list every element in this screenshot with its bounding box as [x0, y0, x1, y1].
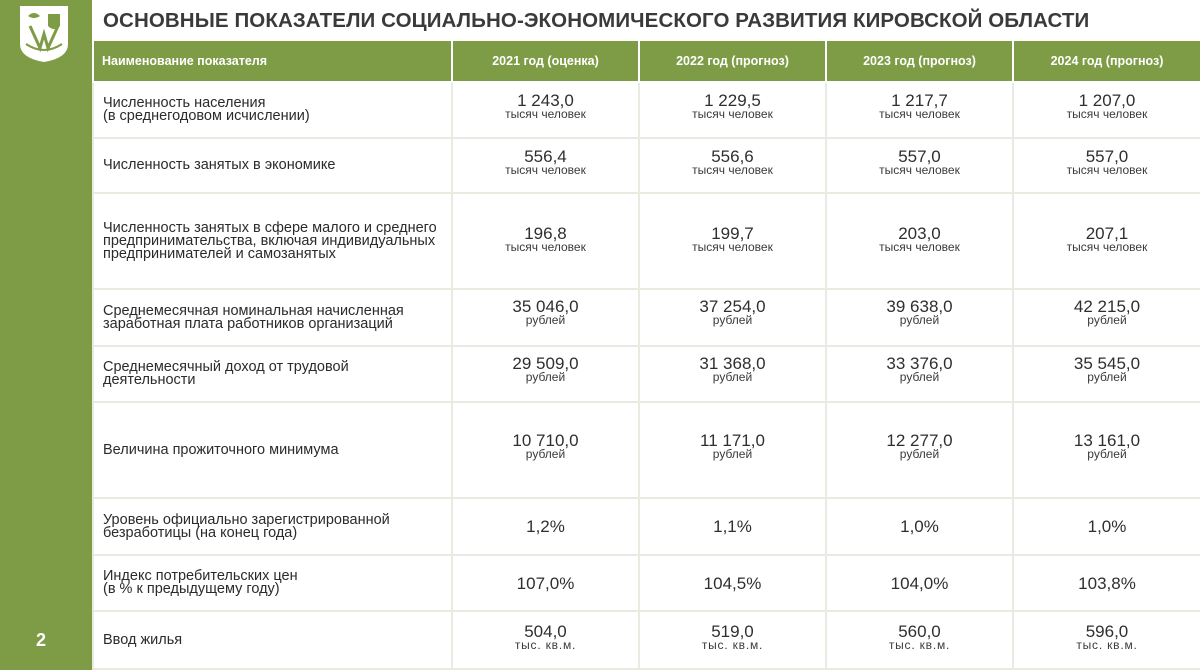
table-row-population [93, 82, 1200, 138]
page-number: 2 [35, 630, 46, 650]
value-cell [639, 289, 826, 346]
header-indicator-name: Наименование показателя [93, 41, 452, 82]
value-cell [452, 289, 639, 346]
value-unit: рублей [1087, 313, 1127, 327]
indicators-table [92, 41, 1200, 670]
value-number: 203,0 [898, 224, 941, 243]
value-unit: тыс. кв.м. [888, 638, 951, 652]
value-number: 596,0 [1085, 622, 1129, 641]
header-2022: 2022 год (прогноз) [639, 41, 826, 82]
table-row-unemployment-rate [93, 498, 1200, 555]
value-number: 104,0% [890, 573, 949, 593]
value-cell [1013, 555, 1200, 611]
value-number: 103,8% [1078, 573, 1136, 593]
header-2021: 2021 год (оценка) [452, 41, 639, 82]
value-cell [1013, 193, 1200, 289]
value-unit: рублей [712, 447, 753, 461]
value-number: 11 171,0 [700, 431, 765, 450]
value-unit: тыс. кв.м. [701, 638, 764, 652]
value-cell [1013, 611, 1200, 669]
value-unit: тысяч человек [1066, 240, 1148, 254]
value-unit: рублей [525, 313, 566, 327]
value-unit: тысяч человек [505, 163, 586, 177]
value-unit: тысяч человек [505, 240, 586, 254]
value-number: 1,0% [900, 517, 939, 536]
value-unit: рублей [899, 447, 940, 461]
value-unit: тысяч человек [505, 107, 586, 121]
table-row-sme-employed [93, 193, 1200, 289]
value-number: 207,1 [1085, 224, 1129, 243]
value-number: 35 545,0 [1073, 354, 1141, 373]
value-unit: тысяч человек [692, 107, 773, 121]
value-number: 1,2% [526, 517, 565, 536]
value-number: 557,0 [1085, 147, 1129, 166]
value-number: 504,0 [524, 622, 567, 641]
value-unit: тысяч человек [879, 107, 960, 121]
slide-title: ОСНОВНЫЕ ПОКАЗАТЕЛИ СОЦИАЛЬНО-ЭКОНОМИЧЕСКОГО РАЗВИТИЯ КИРОВСКОЙ ОБЛАСТИ [103, 9, 1090, 32]
value-cell [826, 611, 1013, 669]
value-unit: тысяч человек [1066, 163, 1148, 177]
value-cell [639, 498, 826, 555]
value-cell [826, 498, 1013, 555]
table-row-labor-income [93, 346, 1200, 402]
sidebar-accent-bar [0, 0, 92, 670]
value-number: 1 229,5 [704, 91, 761, 110]
indicator-label: Величина прожиточного минимума [93, 402, 452, 498]
value-number: 13 161,0 [1073, 431, 1141, 450]
value-cell [639, 82, 826, 138]
value-cell [639, 611, 826, 669]
value-number: 29 509,0 [512, 354, 579, 373]
table-row-employed [93, 138, 1200, 193]
value-cell [639, 346, 826, 402]
value-unit: рублей [712, 313, 753, 327]
value-cell [1013, 402, 1200, 498]
value-unit: тысяч человек [879, 163, 960, 177]
value-cell [1013, 346, 1200, 402]
value-cell [826, 555, 1013, 611]
value-number: 31 368,0 [699, 354, 766, 373]
value-unit: тысяч человек [692, 163, 773, 177]
value-cell [452, 402, 639, 498]
value-number: 1,0% [1087, 517, 1127, 536]
header-2024: 2024 год (прогноз) [1013, 41, 1200, 82]
value-unit: рублей [525, 447, 566, 461]
value-cell [452, 82, 639, 138]
value-cell [826, 138, 1013, 193]
value-unit: тысяч человек [692, 240, 773, 254]
value-cell [639, 402, 826, 498]
value-unit: тыс. кв.м. [1076, 638, 1138, 652]
value-cell [826, 346, 1013, 402]
indicator-label: Среднемесячная номинальная начисленная заработная плата работников организаций [93, 289, 452, 346]
value-number: 35 046,0 [512, 297, 579, 316]
value-cell [452, 193, 639, 289]
table-row-subsistence-minimum [93, 402, 1200, 498]
table-header-row [93, 41, 1200, 82]
value-number: 556,6 [711, 147, 754, 166]
value-cell [639, 138, 826, 193]
value-number: 10 710,0 [512, 431, 579, 450]
value-number: 42 215,0 [1073, 297, 1141, 316]
indicator-label: Численность занятых в сфере малого и среднего предпринимательства, включая индивидуальных предпринимателей и самозанятых [93, 193, 452, 289]
value-cell [452, 611, 639, 669]
value-number: 104,5% [703, 573, 762, 593]
value-cell [1013, 289, 1200, 346]
value-unit: тыс. кв.м. [514, 638, 577, 652]
value-cell [826, 289, 1013, 346]
value-number: 1,1% [713, 517, 752, 536]
value-number: 196,8 [524, 224, 567, 243]
value-unit: рублей [712, 370, 753, 384]
value-unit: рублей [525, 370, 566, 384]
value-number: 557,0 [898, 147, 941, 166]
value-unit: рублей [899, 370, 940, 384]
value-cell [1013, 498, 1200, 555]
kirov-region-crest-icon [18, 4, 70, 64]
table-row-nominal-wage [93, 289, 1200, 346]
indicator-label: Уровень официально зарегистрированной безработицы (на конец года) [93, 498, 452, 555]
value-cell [452, 138, 639, 193]
value-unit: рублей [899, 313, 940, 327]
value-cell [826, 82, 1013, 138]
value-number: 39 638,0 [886, 297, 953, 316]
value-number: 33 376,0 [886, 354, 953, 373]
value-number: 37 254,0 [699, 297, 766, 316]
value-number: 107,0% [516, 573, 575, 593]
value-cell [452, 346, 639, 402]
value-cell [826, 402, 1013, 498]
value-number: 12 277,0 [886, 431, 953, 450]
indicator-label: Среднемесячный доход от трудовой деятельности [93, 346, 452, 402]
value-unit: тысяч человек [1066, 107, 1148, 121]
value-unit: тысяч человек [879, 240, 960, 254]
value-number: 199,7 [711, 224, 754, 243]
value-cell [1013, 82, 1200, 138]
value-number: 1 243,0 [517, 91, 574, 110]
value-number: 519,0 [711, 622, 754, 641]
indicator-label: Численность занятых в экономике [93, 138, 452, 193]
table-row-cpi [93, 555, 1200, 611]
value-number: 1 217,7 [891, 91, 948, 110]
value-cell [826, 193, 1013, 289]
value-cell [1013, 138, 1200, 193]
indicator-label: Индекс потребительских цен (в % к предыдущему году) [93, 555, 452, 611]
value-cell [639, 555, 826, 611]
value-cell [452, 555, 639, 611]
table-row-housing-commissioning [93, 611, 1200, 669]
value-number: 560,0 [898, 622, 941, 641]
header-2023: 2023 год (прогноз) [826, 41, 1013, 82]
value-unit: рублей [1087, 370, 1127, 384]
value-number: 1 207,0 [1078, 91, 1136, 110]
indicator-label: Численность населения (в среднегодовом исчислении) [93, 82, 452, 138]
value-cell [639, 193, 826, 289]
value-unit: рублей [1087, 447, 1127, 461]
value-number: 556,4 [524, 147, 567, 166]
value-cell [452, 498, 639, 555]
indicator-label: Ввод жилья [93, 611, 452, 669]
